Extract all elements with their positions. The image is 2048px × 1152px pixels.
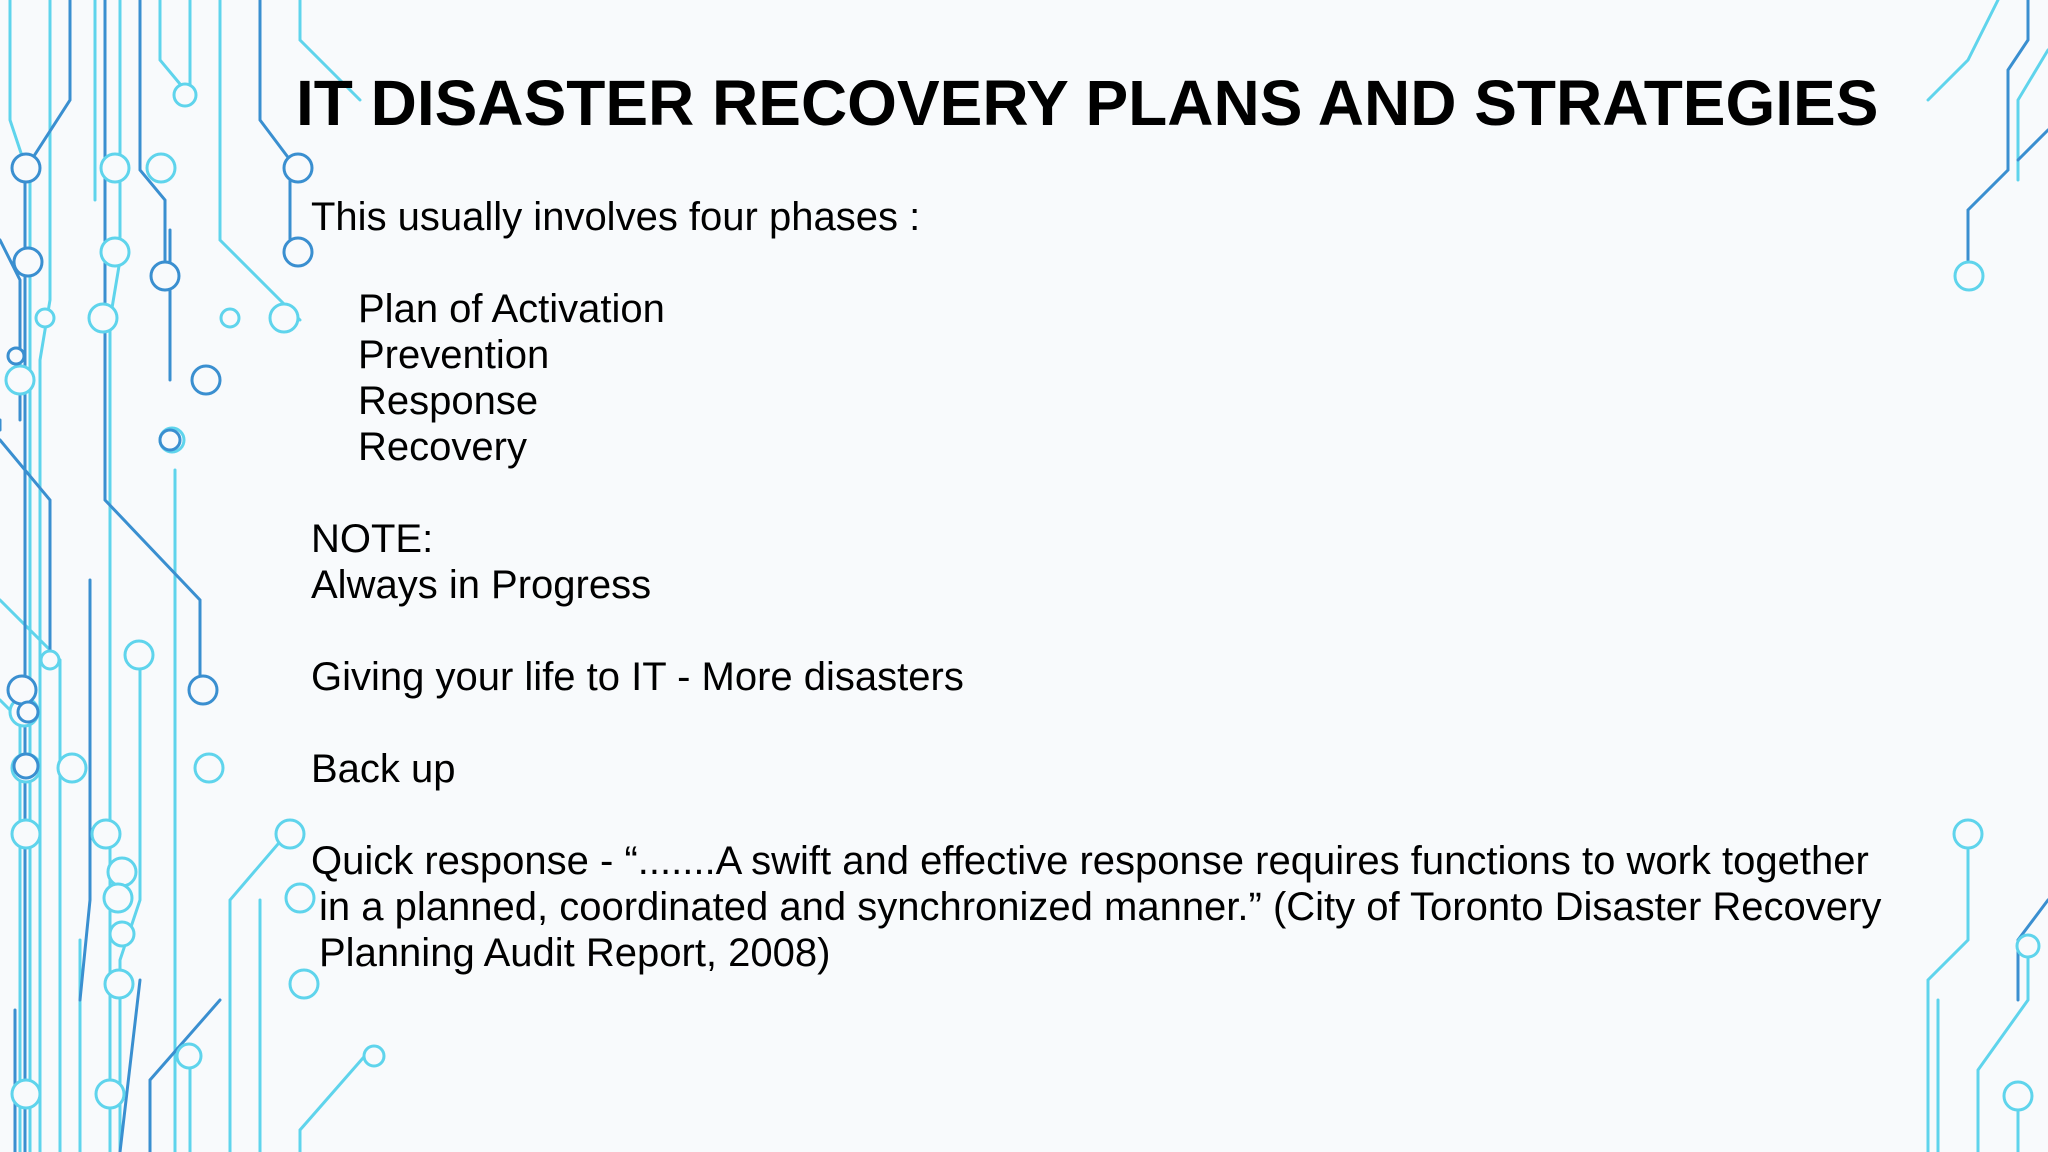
- slide-body: [311, 194, 2011, 976]
- phase-item-response: Response: [358, 379, 539, 423]
- phase-item-prevention: Prevention: [358, 333, 550, 377]
- quote-line-1: Quick response - “.......A swift and effective response requires functions to work together: [311, 839, 1869, 883]
- note-text: Always in Progress: [311, 563, 652, 607]
- quote-line-2: in a planned, coordinated and synchronized manner.” (City of Toronto Disaster Recovery: [319, 885, 1882, 929]
- note-label: NOTE:: [311, 517, 434, 561]
- intro-text: This usually involves four phases :: [311, 195, 921, 239]
- slide-title: IT DISASTER RECOVERY PLANS AND STRATEGIES: [296, 67, 1879, 139]
- point-backup: Back up: [311, 747, 456, 791]
- point-disasters: Giving your life to IT - More disasters: [311, 655, 964, 699]
- quote-line-3: Planning Audit Report, 2008): [319, 931, 831, 975]
- phase-item-activation: Plan of Activation: [358, 287, 665, 331]
- phase-item-recovery: Recovery: [358, 425, 527, 469]
